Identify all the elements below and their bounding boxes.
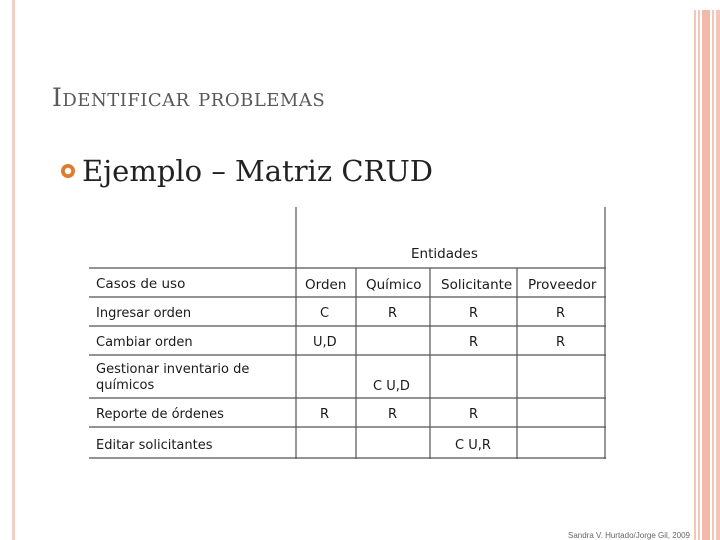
bullet-item — [60, 154, 433, 188]
slide-footer-credit: Sandra V. Hurtado/Jorge Gil, 2009 — [568, 531, 691, 540]
matrix-cell: R — [556, 335, 566, 350]
column-header-proveedor: Proveedor — [528, 277, 597, 293]
row-label: Ingresar orden — [96, 306, 192, 321]
use-cases-header: Casos de uso — [96, 276, 186, 292]
column-header-solicitante: Solicitante — [441, 277, 513, 293]
matrix-cell: R — [388, 407, 398, 422]
row-label-line1: Gestionar inventario de — [96, 362, 250, 377]
orange-circle-bullet-icon — [60, 163, 76, 179]
row-label: Editar solicitantes — [96, 438, 213, 453]
row-label: Cambiar orden — [96, 335, 193, 350]
matrix-cell: R — [388, 306, 398, 321]
right-decorative-stripes — [694, 0, 720, 540]
column-header-orden: Orden — [305, 277, 347, 293]
column-header-quimico: Químico — [366, 277, 422, 293]
row-label-line2: químicos — [96, 378, 155, 393]
matrix-cell: C — [320, 306, 330, 321]
crud-matrix — [89, 207, 606, 459]
matrix-cell: C U,R — [455, 438, 491, 453]
entities-group-header: Entidades — [411, 246, 478, 262]
slide-title: Identificar problemas — [52, 83, 326, 112]
row-label: Reporte de órdenes — [96, 407, 224, 422]
matrix-cell: C U,D — [373, 379, 410, 394]
matrix-cell: R — [320, 407, 330, 422]
matrix-cell: R — [556, 306, 566, 321]
matrix-cell: R — [469, 335, 479, 350]
left-border-rule — [12, 0, 15, 540]
matrix-cell: U,D — [313, 335, 337, 350]
bullet-text: Ejemplo – Matriz CRUD — [82, 154, 434, 188]
matrix-cell: R — [469, 306, 479, 321]
matrix-cell: R — [469, 407, 479, 422]
